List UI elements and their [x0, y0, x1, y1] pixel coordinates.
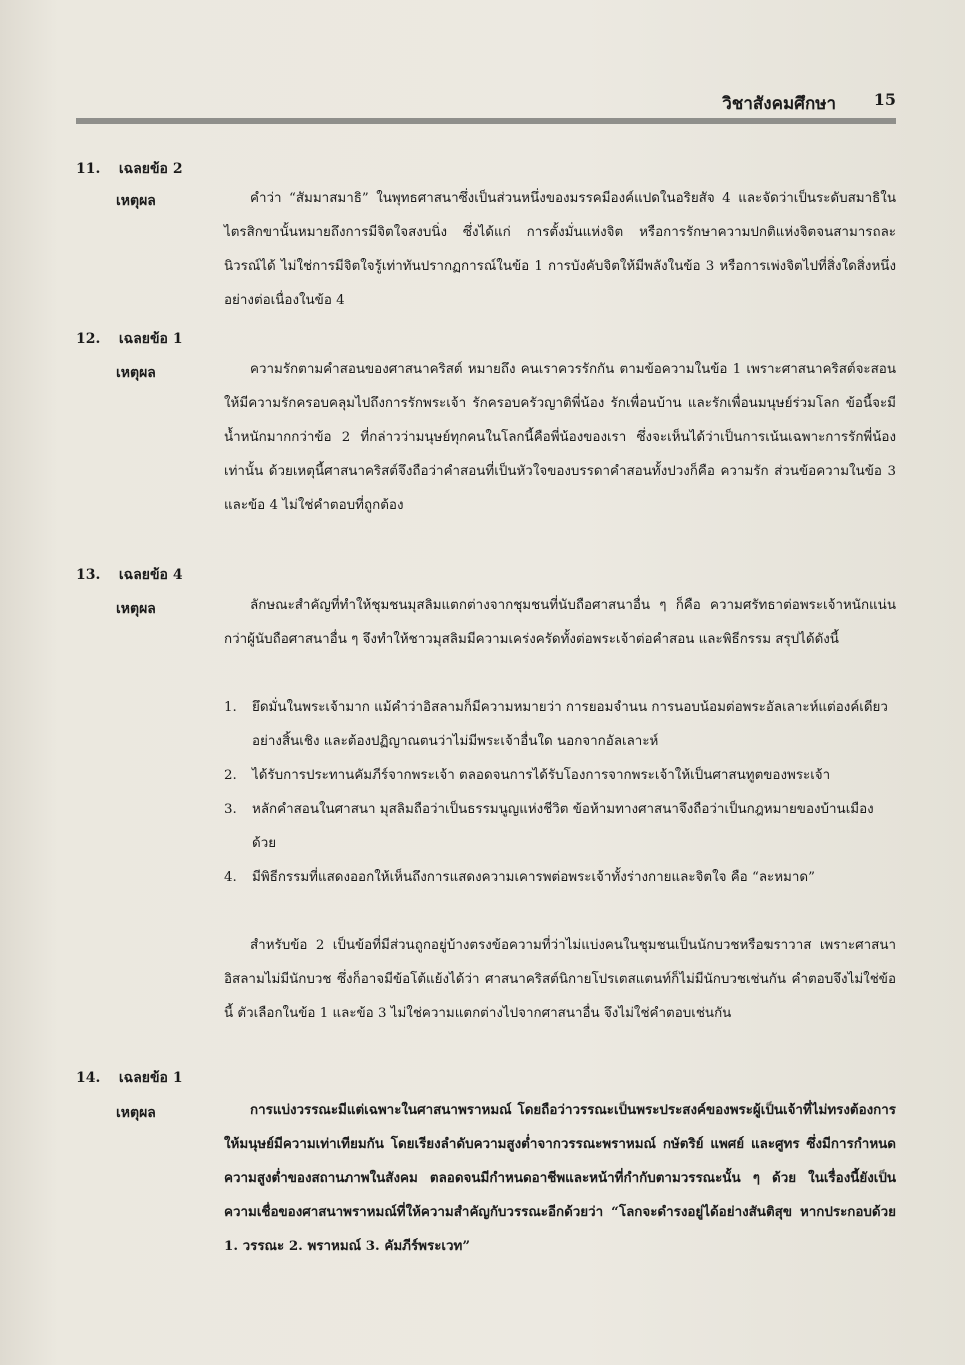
answer-line — [76, 328, 183, 350]
item-number: 11. — [76, 161, 101, 177]
list-item-number: 3. — [224, 802, 237, 817]
list-item-number: 4. — [224, 870, 237, 885]
reason-list — [224, 691, 896, 895]
reason-label: เหตุผล — [116, 601, 156, 617]
list-item — [224, 759, 896, 793]
answer-choice: 2 — [172, 161, 183, 177]
list-item-text: หลักคำสอนในศาสนา มุสลิมถือว่าเป็นธรรมนูญแห่งชีวิต ข้อห้ามทางศาสนาจึงถือว่าเป็นกฎหมายของบ้านเมืองด้วย — [252, 802, 874, 851]
page-header — [76, 86, 896, 116]
answer-label: เฉลยข้อ — [118, 567, 168, 583]
answer-line — [76, 158, 183, 180]
answer-choice: 1 — [172, 331, 183, 347]
reason-text: คำว่า “สัมมาสมาธิ” ในพุทธศาสนาซึ่งเป็นส่วนหนึ่งของมรรคมีองค์แปดในอริยสัจ 4 และจัดว่าเป็นระดับสมาธิในไตรสิกขานั้นหมายถึงการมีจิตใจสงบนิ่ง ซึ่งได้แก่ การตั้งมั่นแห่งจิต หรือการรักษาความปกติแห่งจิตจนสามารถละนิวรณ์ได้ ไม่ใช่การมีจิตใจรู้เท่าทันปรากฏการณ์ในข้อ 1 การบังคับจิตให้มีพลังในข้อ 3 หรือการเพ่งจิตไปที่สิ่งใดสิ่งหนึ่งอย่างต่อเนื่องในข้อ 4 — [224, 191, 896, 308]
header-rule — [76, 118, 896, 124]
reason-extra-text: สำหรับข้อ 2 เป็นข้อที่มีส่วนถูกอยู่บ้างตรงข้อความที่ว่าไม่แบ่งคนในชุมชนเป็นนักบวชหรือฆราวาส เพราะศาสนาอิสลามไม่มีนักบวช ซึ่งก็อาจมีข้อโต้แย้งได้ว่า ศาสนาคริสต์นิกายโปรเตสแตนท์ก็ไม่มีนักบวชเช่นกัน คำตอบจึงไม่ใช่ข้อนี้ ตัวเลือกในข้อ 1 และข้อ 3 ไม่ใช่ความแตกต่างไปจากศาสนาอื่น จึงไม่ใช่คำตอบเช่นกัน — [224, 938, 896, 1021]
list-item-text: ได้รับการประทานคัมภีร์จากพระเจ้า ตลอดจนการได้รับโองการจากพระเจ้าให้เป็นศาสนทูตของพระเจ้า — [252, 768, 831, 783]
list-item-number: 1. — [224, 700, 237, 715]
item-number: 12. — [76, 331, 101, 347]
page-number: 15 — [873, 90, 896, 109]
reason-text: การแบ่งวรรณะมีแต่เฉพาะในศาสนาพราหมณ์ โดยถือว่าวรรณะเป็นพระประสงค์ของพระผู้เป็นเจ้าที่ไม่ทรงต้องการให้มนุษย์มีความเท่าเทียมกัน โดยเรียงลำดับความสูงต่ำจากวรรณะพราหมณ์ กษัตริย์ แพศย์ และศูทร ซึ่งมีการกำหนดความสูงต่ำของสถานภาพในสังคม ตลอดจนมีกำหนดอาชีพและหน้าที่กำกับตามวรรณะนั้น ๆ ด้วย ในเรื่องนี้ยังเป็นความเชื่อของศาสนาพราหมณ์ที่ให้ความสำคัญกับวรรณะอีกด้วยว่า “โลกจะดำรงอยู่ได้อย่างสันติสุข หากประกอบด้วย 1. วรรณะ 2. พราหมณ์ 3. คัมภีร์พระเวท” — [224, 1102, 896, 1254]
answer-label: เฉลยข้อ — [118, 1070, 168, 1086]
answer-line — [76, 1067, 183, 1089]
list-item-number: 2. — [224, 768, 237, 783]
reason-text: ลักษณะสำคัญที่ทำให้ชุมชนมุสลิมแตกต่างจากชุมชนที่นับถือศาสนาอื่น ๆ ก็คือ ความศรัทธาต่อพระเจ้าหนักแน่นกว่าผู้นับถือศาสนาอื่น ๆ จึงทำให้ชาวมุสลิมมีความเคร่งครัดทั้งต่อพระเจ้าต่อคำสอน และพิธีกรรม สรุปได้ดังนี้ — [224, 598, 896, 647]
reason-text: ความรักตามคำสอนของศาสนาคริสต์ หมายถึง คนเราควรรักกัน ตามข้อความในข้อ 1 เพราะศาสนาคริสต์จะสอนให้มีความรักครอบคลุมไปถึงการรักพระเจ้า รักครอบครัวญาติพี่น้อง รักเพื่อนบ้าน และรักเพื่อนมนุษย์ร่วมโลก ข้อนี้จะมีน้ำหนักมากกว่าข้อ 2 ที่กล่าวว่ามนุษย์ทุกคนในโลกนี้คือพี่น้องของเรา ซึ่งจะเห็นได้ว่าเป็นการเน้นเฉพาะการรักพี่น้องเท่านั้น ด้วยเหตุนี้ศาสนาคริสต์จึงถือว่าคำสอนที่เป็นหัวใจของบรรดาคำสอนทั้งปวงก็คือ ความรัก ส่วนข้อความในข้อ 3 และข้อ 4 ไม่ใช่คำตอบที่ถูกต้อง — [224, 362, 896, 513]
subject-title: วิชาสังคมศึกษา — [722, 94, 836, 114]
item-number: 13. — [76, 567, 101, 583]
reason-label: เหตุผล — [116, 193, 156, 209]
list-item — [224, 861, 896, 895]
list-item — [224, 691, 896, 759]
answer-label: เฉลยข้อ — [118, 161, 168, 177]
list-item — [224, 793, 896, 861]
list-item-text: ยึดมั่นในพระเจ้ามาก แม้คำว่าอิสลามก็มีความหมายว่า การยอมจำนน การนอบน้อมต่อพระอัลเลาะห์แต่องค์เดียวอย่างสิ้นเชิง และต้องปฏิญาณตนว่าไม่มีพระเจ้าอื่นใด นอกจากอัลเลาะห์ — [252, 700, 888, 749]
item-number: 14. — [76, 1070, 101, 1086]
answer-label: เฉลยข้อ — [118, 331, 168, 347]
answer-line — [76, 564, 183, 586]
reason-label: เหตุผล — [116, 365, 156, 381]
reason-label: เหตุผล — [116, 1105, 156, 1121]
answer-choice: 4 — [172, 567, 183, 583]
answer-choice: 1 — [172, 1070, 183, 1086]
list-item-text: มีพิธีกรรมที่แสดงออกให้เห็นถึงการแสดงความเคารพต่อพระเจ้าทั้งร่างกายและจิตใจ คือ “ละหมาด” — [252, 870, 815, 885]
